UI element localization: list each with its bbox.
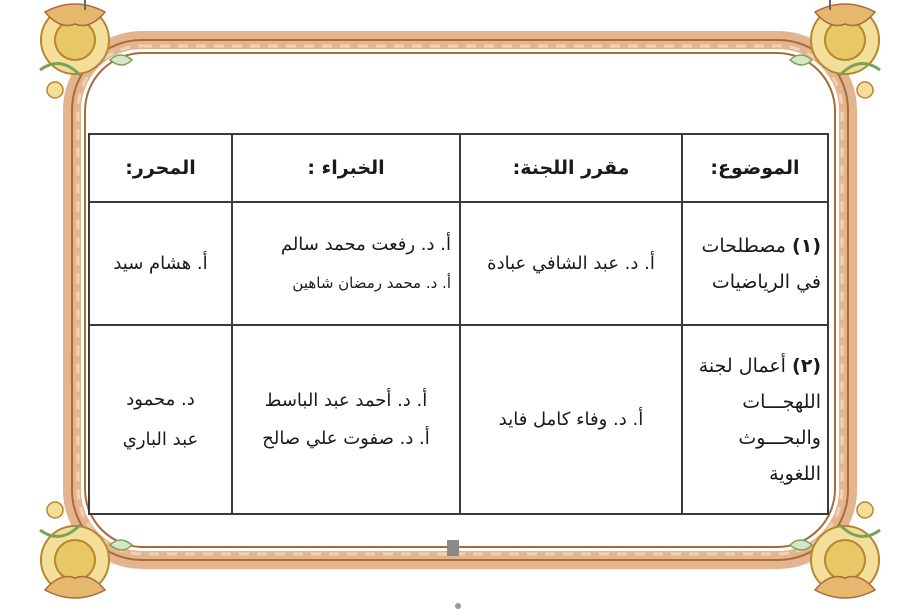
expert-name: أ. د. محمد رمضان شاهين [292, 273, 451, 292]
committee-table [88, 133, 829, 515]
header-topic: الموضوع: [682, 134, 828, 202]
topic-line: والبحـــوث [738, 426, 821, 449]
editor-name: د. محمود [126, 388, 195, 410]
crop-mark [829, 0, 831, 10]
editor-name: عبد الباري [122, 428, 199, 450]
table-header-row [89, 134, 828, 202]
header-rapporteur: مقرر اللجنة: [460, 134, 682, 202]
page-dot [455, 603, 461, 609]
table-row [89, 325, 828, 514]
editor-name: أ. هشام سيد [113, 252, 208, 274]
topic-line: مصطلحات [701, 234, 786, 257]
expert-name: أ. د. أحمد عبد الباسط [264, 389, 428, 411]
experts-cell [232, 325, 460, 514]
topic-line: أعمال لجنة [698, 354, 786, 377]
experts-cell [232, 202, 460, 325]
expert-name: أ. د. صفوت علي صالح [262, 427, 430, 449]
crop-mark [84, 0, 86, 10]
topic-line: اللهجـــات [742, 390, 821, 413]
page-marker [447, 540, 459, 556]
rapporteur-cell: أ. د. وفاء كامل فايد [460, 325, 682, 514]
editor-cell [89, 325, 232, 514]
topic-number: (١) [792, 234, 821, 257]
rapporteur-cell: أ. د. عبد الشافي عبادة [460, 202, 682, 325]
topic-cell [682, 325, 828, 514]
header-editor: المحرر: [89, 134, 232, 202]
expert-name: أ. د. رفعت محمد سالم [280, 233, 451, 255]
topic-line: اللغوية [769, 462, 821, 485]
topic-line: في الرياضيات [711, 270, 821, 293]
table-row [89, 202, 828, 325]
editor-cell [89, 202, 232, 325]
header-experts: الخبراء : [232, 134, 460, 202]
topic-number: (٢) [792, 354, 821, 377]
topic-cell [682, 202, 828, 325]
